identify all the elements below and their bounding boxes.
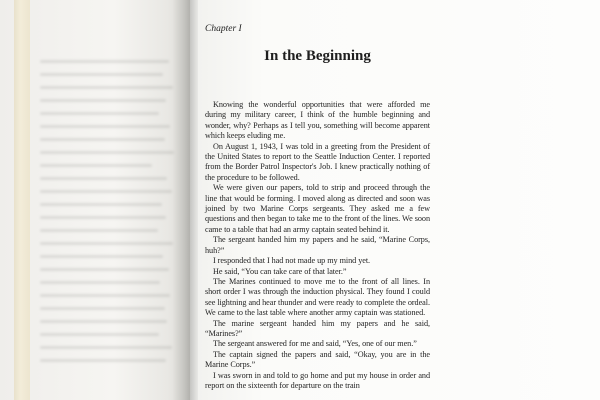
- paragraph: On August 1, 1943, I was told in a greeting from the President of the United States to report to the Seattle Induction Center. I reported from the Border Patrol Inspector's Job. I knew practically nothing of the procedure to be followed.: [205, 141, 430, 182]
- right-page: [190, 0, 600, 400]
- paragraph: Knowing the wonderful opportunities that were afforded me during my military career, I think of the humble beginning and wonder, why? Perhaps as I tell you, something will become apparent which keeps eluding me.: [205, 100, 430, 141]
- paragraph: The marine sergeant handed him my papers and he said, “Marines?”: [205, 318, 430, 338]
- paragraph: The Marines continued to move me to the front of all lines. In short order I was through the induction physical. They found I could see lightning and hear thunder and were ready to complete the ordeal. We came to the last table where another army captain was stationed.: [205, 276, 430, 318]
- chapter-title: In the Beginning: [264, 48, 371, 64]
- page-edges: [14, 0, 30, 400]
- paragraph: I responded that I had not made up my mind yet.: [213, 256, 371, 266]
- paragraph: We were given our papers, told to strip and proceed through the line that would be forming. I moved along as directed and soon was joined by two Marine Corps sergeants. They asked me a few questions and then began to take me to the front of the lines. We soon came to a table that had an army captain seated behind it.: [205, 183, 430, 234]
- paragraph: He said, “You can take care of that later.”: [213, 266, 347, 276]
- page-text: [205, 22, 430, 390]
- paragraph: The captain signed the papers and said, “Okay, you are in the Marine Corps.”: [205, 349, 430, 370]
- paragraph: I was sworn in and told to go home and put my house in order and report on the sixteenth for departure on the train: [205, 370, 430, 390]
- paragraph: The sergeant answered for me and said, “Yes, one of our men.”: [213, 339, 417, 349]
- body-text: [205, 100, 430, 391]
- paragraph: The sergeant handed him my papers and he said, “Marine Corps, huh?”: [205, 235, 430, 255]
- left-page: [0, 0, 190, 400]
- blurred-text: [40, 60, 180, 400]
- book-gutter-shadow: [172, 0, 198, 400]
- chapter-label: Chapter I: [205, 24, 242, 34]
